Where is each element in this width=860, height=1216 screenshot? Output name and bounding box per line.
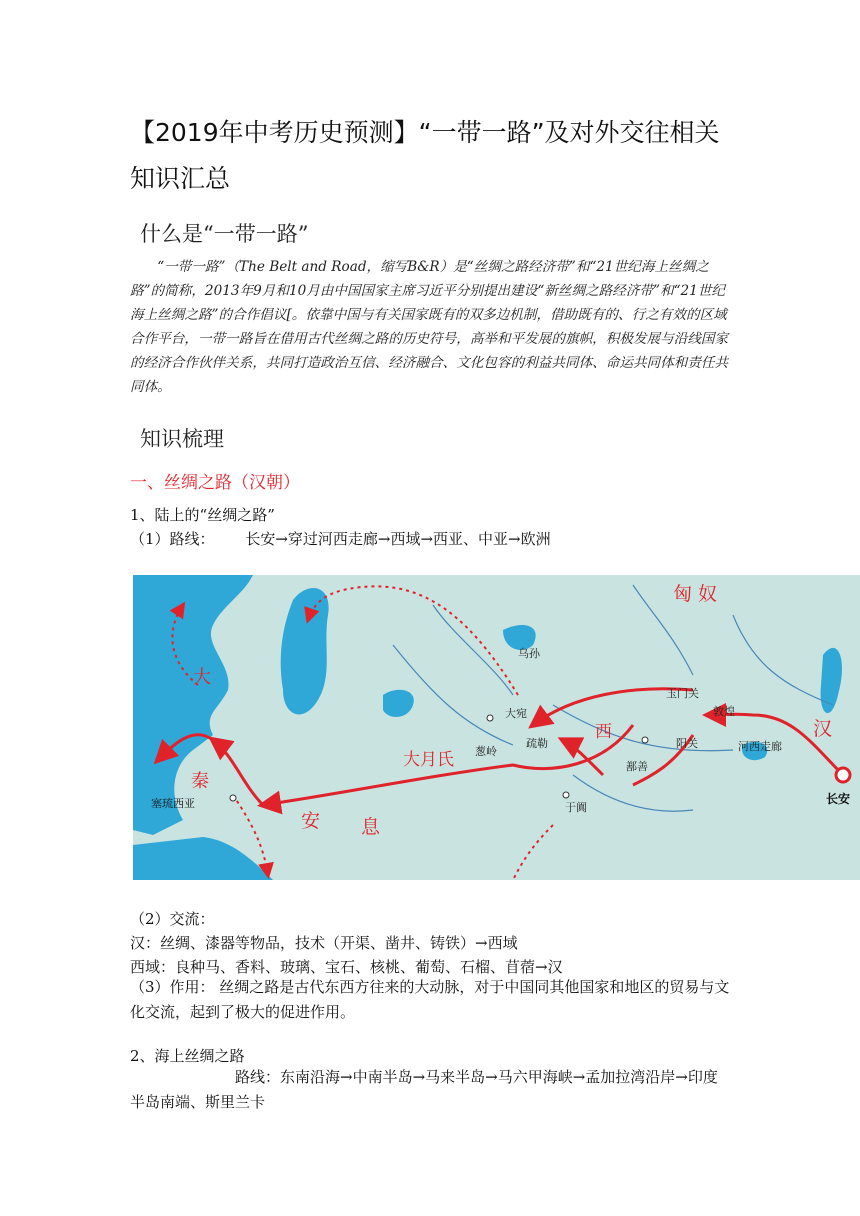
label-wusun: 乌孙 — [518, 647, 540, 660]
exchange-han: 汉：丝绸、漆器等物品，技术（开渠、凿井、铸铁）→西域 — [130, 934, 518, 952]
section-silk-road-han: 一、丝绸之路（汉朝） — [130, 473, 300, 493]
intro-paragraph: “一带一路”（The Belt and Road，缩写B&R）是“丝绸之路经济带”和“21世纪海上丝绸之路”的简称，2013年9月和10月由中国国家主席习近平分别提出建设“新丝绸之路经济带”和“21世纪海上丝绸之路”的合作倡议[。依靠中国与有关国家既有的双多边机制，借助既有的、行之有效的区域合作平台，一带一路旨在借用古代丝绸之路的历史符号，高举和平发展的旗帜，积极发展与沿线国家的经济合作伙伴关系，共同打造政治互信、经济融合、文化包容的利益共同体、命运共同体和责任共同体。 — [130, 259, 729, 395]
label-xi: 西 — [595, 722, 612, 742]
label-congling: 葱岭 — [475, 745, 497, 758]
map-land — [133, 575, 860, 880]
subheading-sea-silk-road: 2、海上丝绸之路 — [130, 1047, 245, 1065]
silk-road-map — [133, 575, 860, 880]
label-yangguan: 阳关 — [676, 737, 698, 750]
route-line — [130, 528, 551, 549]
label-yutian: 于阗 — [565, 801, 587, 814]
label-yumenguan: 玉门关 — [666, 687, 699, 700]
subheading-land-silk-road: 1、陆上的“丝绸之路” — [130, 506, 275, 524]
label-daqin-da: 大 — [193, 667, 211, 688]
effect-paragraph: （3）作用： 丝绸之路是古代东西方往来的大动脉，对于中国同其他国家和地区的贸易与文化交流，起到了极大的促进作用。 — [130, 978, 730, 1021]
label-saiqi: 塞琉西亚 — [151, 797, 195, 810]
changan-marker — [836, 768, 850, 782]
label-shule: 疏勒 — [526, 737, 548, 750]
label-dayuezhi: 大月氏 — [403, 750, 454, 770]
heading-knowledge: 知识梳理 — [140, 427, 224, 451]
sea-route-paragraph: 路线：东南沿海→中南半岛→马来半岛→马六甲海峡→孟加拉湾沿岸→印度半岛南端、斯里兰卡 — [130, 1068, 718, 1111]
label-dunhuang: 敦煌 — [713, 705, 735, 718]
label-shanshan: 鄯善 — [626, 760, 648, 773]
label-daqin-qin: 秦 — [191, 771, 209, 792]
page-title: 【2019年中考历史预测】“一带一路”及对外交往相关知识汇总 — [130, 118, 720, 193]
heading-what-is-bri: 什么是“一带一路” — [140, 222, 309, 246]
label-hexi: 河西走廊 — [738, 740, 782, 753]
label-xiongnu: 匈 奴 — [673, 583, 718, 605]
label-changan: 长安 — [826, 792, 851, 806]
route-text: 长安→穿过河西走廊→西域→西亚、中亚→欧洲 — [245, 530, 551, 548]
route-label: （1）路线： — [130, 530, 215, 548]
label-anxi-an: 安 — [301, 810, 321, 832]
label-anxi-xi: 息 — [361, 816, 381, 838]
label-dayuan: 大宛 — [505, 707, 527, 720]
exchange-label: （2）交流： — [130, 910, 215, 928]
exchange-xiyu: 西域：良种马、香料、玻璃、宝石、核桃、葡萄、石榴、苜蓿→汉 — [130, 958, 563, 976]
label-han: 汉 — [813, 718, 833, 740]
